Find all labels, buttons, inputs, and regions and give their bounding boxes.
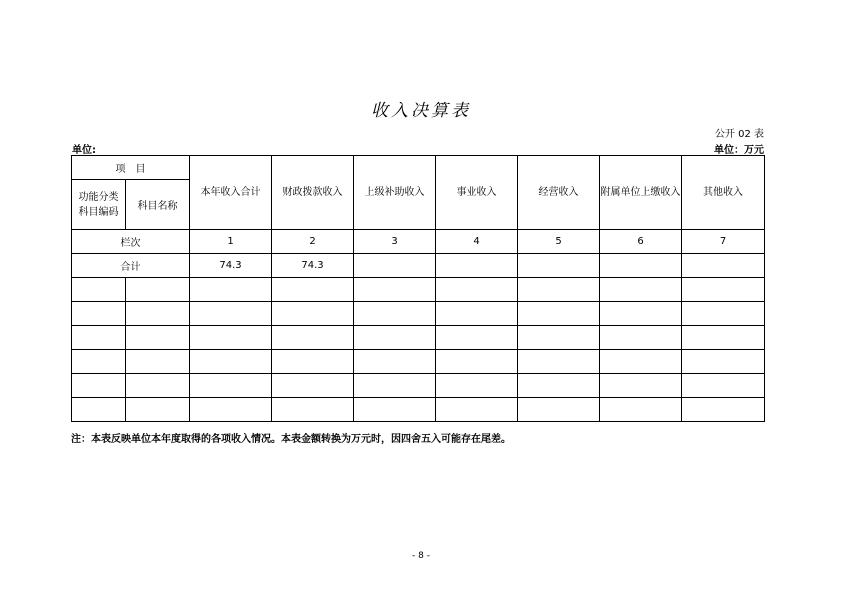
table-cell xyxy=(600,374,682,398)
seq-cell: 5 xyxy=(518,230,600,254)
table-cell xyxy=(600,398,682,422)
table-cell xyxy=(72,278,126,302)
table-cell xyxy=(354,350,436,374)
table-cell xyxy=(272,302,354,326)
total-row xyxy=(72,254,765,278)
table-cell xyxy=(436,278,518,302)
table-cell xyxy=(126,278,190,302)
seq-cell: 7 xyxy=(682,230,765,254)
table-cell xyxy=(72,350,126,374)
table-cell xyxy=(518,374,600,398)
footnote: 注：本表反映单位本年度取得的各项收入情况。本表金额转换为万元时，因四舍五入可能存在尾差。 xyxy=(71,434,511,445)
table-cell xyxy=(190,374,272,398)
table-cell xyxy=(436,326,518,350)
table-cell xyxy=(682,350,765,374)
table-row xyxy=(72,278,765,302)
table-cell xyxy=(436,350,518,374)
table-cell xyxy=(436,374,518,398)
page-number: - 8 - xyxy=(412,551,430,561)
seq-cell: 6 xyxy=(600,230,682,254)
table-cell xyxy=(354,278,436,302)
table-cell xyxy=(272,350,354,374)
currency-unit: 单位：万元 xyxy=(714,145,764,156)
table-cell xyxy=(682,398,765,422)
table-cell xyxy=(600,278,682,302)
table-cell xyxy=(354,398,436,422)
col-header-superior-subsidy: 上级补助收入 xyxy=(354,156,436,230)
table-cell xyxy=(190,398,272,422)
table-cell xyxy=(190,350,272,374)
total-cell: 74.3 xyxy=(190,254,272,278)
table-cell xyxy=(600,302,682,326)
table-cell xyxy=(272,278,354,302)
table-cell xyxy=(190,302,272,326)
table-cell xyxy=(600,326,682,350)
table-cell xyxy=(682,326,765,350)
col-header-business-income: 事业收入 xyxy=(436,156,518,230)
seq-cell: 2 xyxy=(272,230,354,254)
empty-rows xyxy=(72,278,765,422)
table-cell xyxy=(682,278,765,302)
table-cell xyxy=(600,350,682,374)
total-cell xyxy=(682,254,765,278)
col-header-total-income: 本年收入合计 xyxy=(190,156,272,230)
total-label: 合计 xyxy=(72,254,190,278)
table-cell xyxy=(72,326,126,350)
seq-row xyxy=(72,230,765,254)
subject-name-header: 科目名称 xyxy=(126,180,190,230)
table-row xyxy=(72,374,765,398)
table-cell xyxy=(126,374,190,398)
table-cell xyxy=(272,398,354,422)
table-row xyxy=(72,398,765,422)
item-header: 项 目 xyxy=(72,156,190,180)
table-cell xyxy=(518,398,600,422)
total-cell xyxy=(354,254,436,278)
table-cell xyxy=(126,302,190,326)
table-cell xyxy=(518,326,600,350)
table-row xyxy=(72,302,765,326)
table-cell xyxy=(682,302,765,326)
table-cell xyxy=(436,398,518,422)
table-cell xyxy=(190,326,272,350)
table-cell xyxy=(518,350,600,374)
col-header-fiscal-appropriation: 财政拨款收入 xyxy=(272,156,354,230)
page-title: 收入决算表 xyxy=(371,101,471,121)
total-cell xyxy=(436,254,518,278)
unit-label: 单位: xyxy=(72,145,96,156)
col-header-operating-income: 经营收入 xyxy=(518,156,600,230)
table-cell xyxy=(126,398,190,422)
col-header-other-income: 其他收入 xyxy=(682,156,765,230)
seq-cell: 3 xyxy=(354,230,436,254)
table-cell xyxy=(190,278,272,302)
total-cell xyxy=(518,254,600,278)
table-cell xyxy=(126,350,190,374)
table-cell xyxy=(354,374,436,398)
func-code-header: 功能分类 科目编码 xyxy=(72,180,126,230)
table-cell xyxy=(682,374,765,398)
income-table xyxy=(71,155,765,422)
table-cell xyxy=(72,398,126,422)
total-cell xyxy=(600,254,682,278)
table-row xyxy=(72,326,765,350)
table-cell xyxy=(72,302,126,326)
table-cell xyxy=(354,302,436,326)
seq-cell: 4 xyxy=(436,230,518,254)
seq-cell: 1 xyxy=(190,230,272,254)
total-cell: 74.3 xyxy=(272,254,354,278)
col-header-affiliated-unit-income: 附属单位上缴收入 xyxy=(600,156,682,230)
table-cell xyxy=(272,374,354,398)
seq-label: 栏次 xyxy=(72,230,190,254)
table-cell xyxy=(436,302,518,326)
table-cell xyxy=(354,326,436,350)
table-cell xyxy=(72,374,126,398)
table-cell xyxy=(518,278,600,302)
table-cell xyxy=(272,326,354,350)
form-number: 公开 02 表 xyxy=(714,129,764,140)
table-cell xyxy=(126,326,190,350)
table-row xyxy=(72,350,765,374)
table-cell xyxy=(518,302,600,326)
